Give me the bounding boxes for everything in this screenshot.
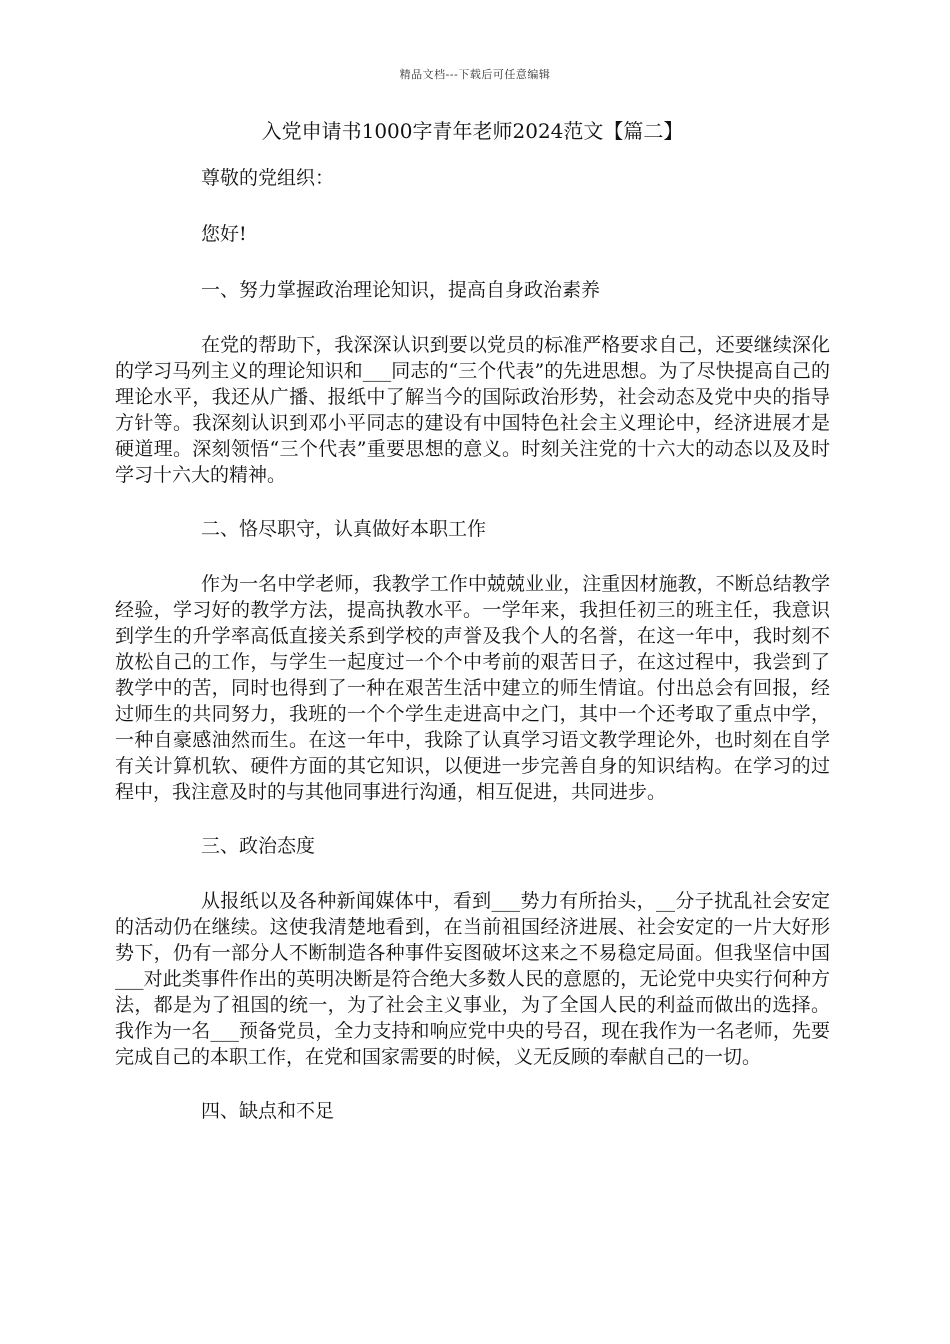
section-heading-4: 四、缺点和不足 [201,1100,335,1122]
section-paragraph-1: 在党的帮助下，我深深认识到要以党员的标准严格要求自己，还要继续深化的学习马列主义的理论知识和___同志的“三个代表”的先进思想。为了尽快提高自己的理论水平，我还从广播、报纸中了解当今的国际政治形势，社会动态及党中央的指导方针等。我深刻认识到邓小平同志的建设有中国特色社会主义理论中，经济进展才是硬道理。深刻领悟“三个代表”重要思想的意义。时刻关注党的十六大的动态以及及时学习十六大的精神。 [115,334,830,486]
section-heading-2: 二、恪尽职守，认真做好本职工作 [201,518,487,540]
section-heading-1: 一、努力掌握政治理论知识，提高自身政治素养 [201,279,601,301]
page-header-note: 精品文档---下载后可任意编辑 [399,68,551,81]
salutation: 尊敬的党组织： [201,167,335,189]
section-paragraph-2: 作为一名中学老师，我教学工作中兢兢业业，注重因材施教，不断总结教学经验，学习好的教学方法，提高执教水平。一学年来，我担任初三的班主任，我意识到学生的升学率高低直接关系到学校的声誉及我个人的名誉，在这一年中，我时刻不放松自己的工作，与学生一起度过一个个中考前的艰苦日子，在这过程中，我尝到了教学中的苦，同时也得到了一种在艰苦生活中建立的师生情谊。付出总会有回报，经过师生的共同努力，我班的一个个学生走进高中之门，其中一个还考取了重点中学，一种自豪感油然而生。在这一年中，我除了认真学习语文教学理论外，也时刻在自学有关计算机软、硬件方面的其它知识，以便进一步完善自身的知识结构。在学习的过程中，我注意及时的与其他同事进行沟通，相互促进，共同进步。 [115,573,830,803]
section-paragraph-3: 从报纸以及各种新闻媒体中，看到___势力有所抬头，__分子扰乱社会安定的活动仍在继续。这使我清楚地看到，在当前祖国经济进展、社会安定的一片大好形势下，仍有一部分人不断制造各种事件妄图破坏这来之不易稳定局面。但我坚信中国___对此类事件作出的英明决断是符合绝大多数人民的意愿的，无论党中央实行何种方法，都是为了祖国的统一，为了社会主义事业，为了全国人民的利益而做出的选择。我作为一名___预备党员，全力支持和响应党中央的号召，现在我作为一名老师，先要完成自己的本职工作，在党和国家需要的时候，义无反顾的奉献自己的一切。 [115,890,830,1068]
greeting: 您好! [201,223,247,245]
document-title: 入党申请书1000字青年老师2024范文【篇二】 [261,119,684,143]
section-heading-3: 三、政治态度 [201,835,316,857]
document-body [115,118,830,1153]
